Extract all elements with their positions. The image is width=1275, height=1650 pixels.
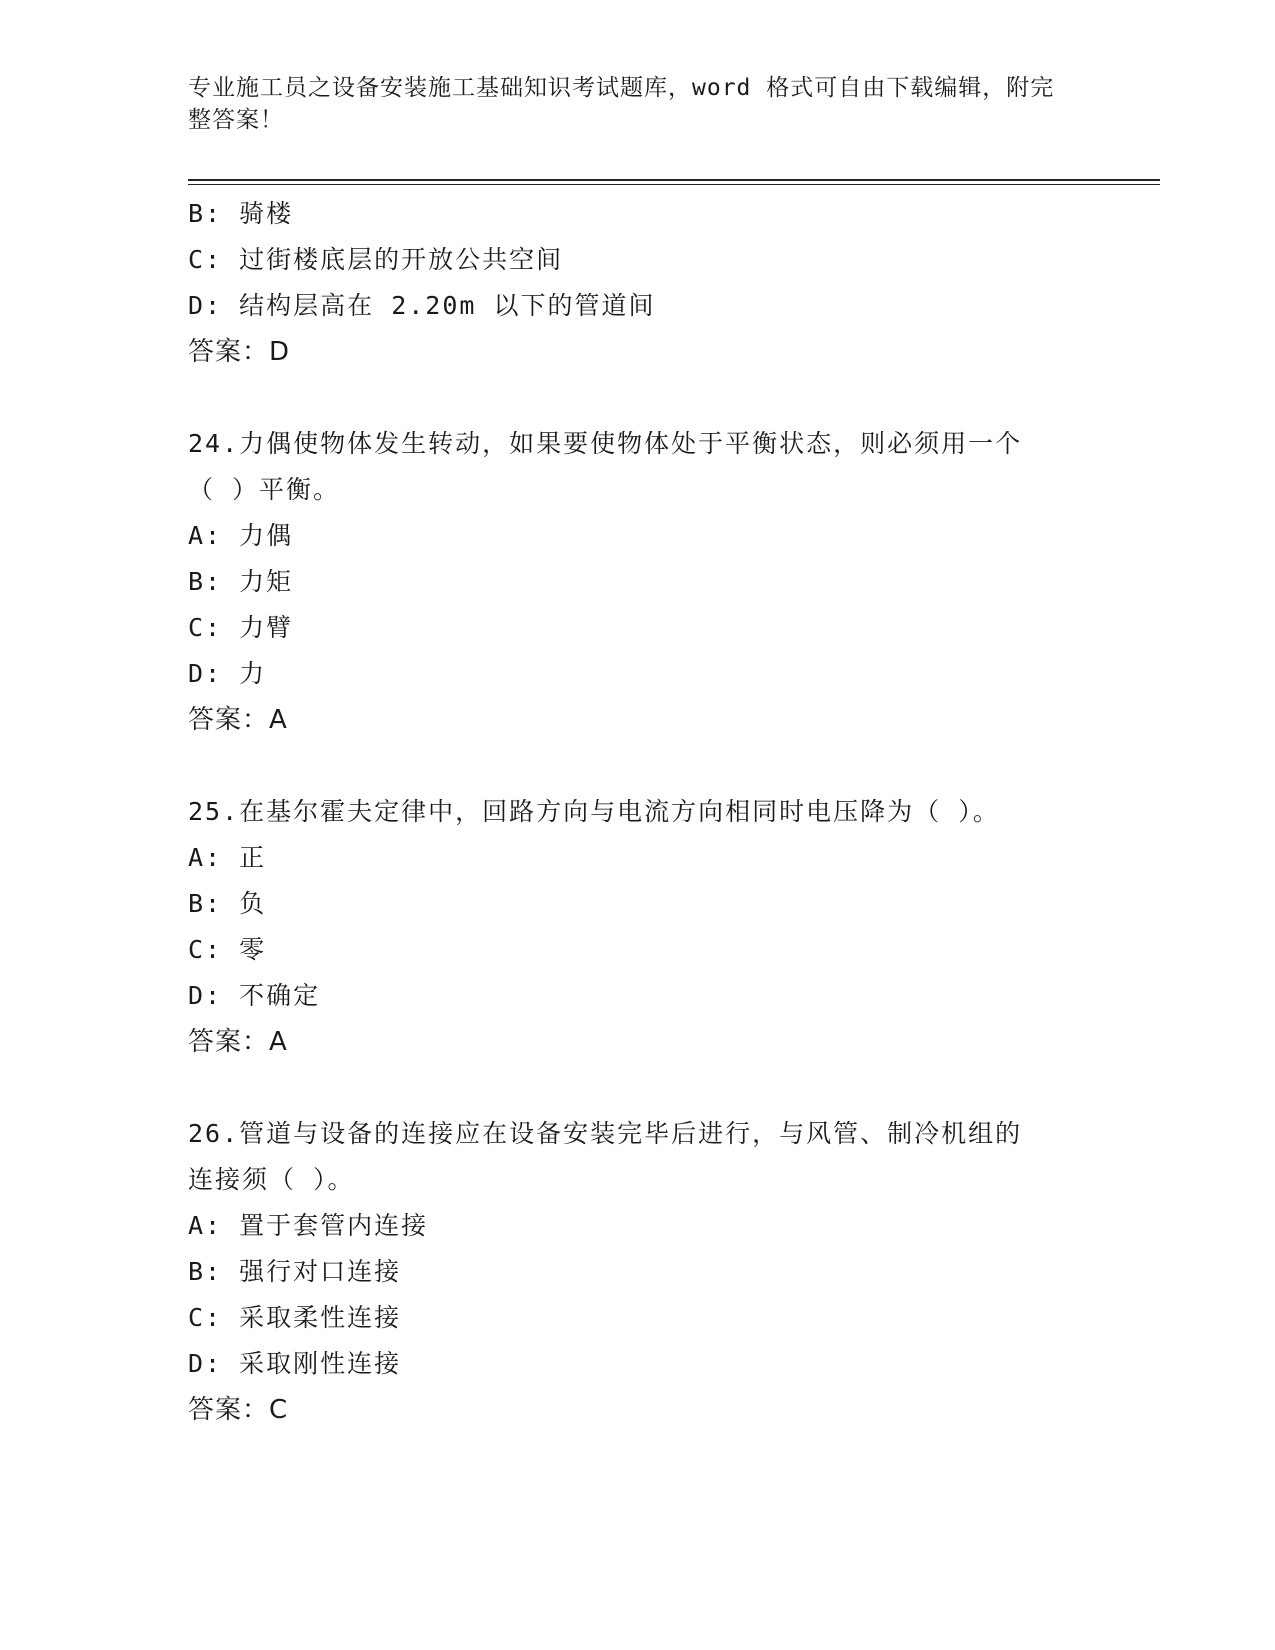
answer-line: 答案：D [188,337,291,367]
answer-line: 答案：A [188,1027,288,1057]
question-24 [188,421,1088,743]
question-text-line-1: 25.在基尔霍夫定律中，回路方向与电流方向相同时电压降为（ ）。 [188,797,1000,826]
document-header [188,72,1068,136]
answer-line: 答案：C [188,1395,289,1425]
option-d: D: 采取刚性连接 [188,1349,402,1378]
option-c: C: 采取柔性连接 [188,1303,402,1332]
option-a: A: 正 [188,843,267,872]
question-text-line-2: 连接须（ ）。 [188,1165,355,1194]
question-25 [188,789,1088,1065]
option-b: B: 力矩 [188,567,294,596]
option-a: A: 力偶 [188,521,294,550]
question-content [188,191,1088,1433]
question-26 [188,1111,1088,1433]
option-b: B: 强行对口连接 [188,1257,402,1286]
header-line-1: 专业施工员之设备安装施工基础知识考试题库，word 格式可自由下载编辑，附完 [188,75,1055,101]
spacer [188,743,1088,789]
spacer [188,375,1088,421]
question-text-line-2: （ ）平衡。 [188,475,341,504]
previous-question-tail [188,191,1088,375]
option-d: D: 不确定 [188,981,321,1010]
answer-line: 答案：A [188,705,288,735]
header-rule-thin [188,184,1160,185]
option-c: C: 零 [188,935,267,964]
question-text-line-1: 24.力偶使物体发生转动，如果要使物体处于平衡状态，则必须用一个 [188,429,1023,458]
option-d: D: 力 [188,659,267,688]
option-c: C: 过街楼底层的开放公共空间 [188,245,564,274]
header-rule-thick [188,179,1160,181]
option-c: C: 力臂 [188,613,294,642]
option-b: B: 骑楼 [188,199,294,228]
option-b: B: 负 [188,889,267,918]
option-a: A: 置于套管内连接 [188,1211,429,1240]
option-d: D: 结构层高在 2.20m 以下的管道间 [188,291,656,320]
question-text-line-1: 26.管道与设备的连接应在设备安装完毕后进行，与风管、制冷机组的 [188,1119,1023,1148]
header-line-2: 整答案！ [188,107,284,133]
spacer [188,1065,1088,1111]
